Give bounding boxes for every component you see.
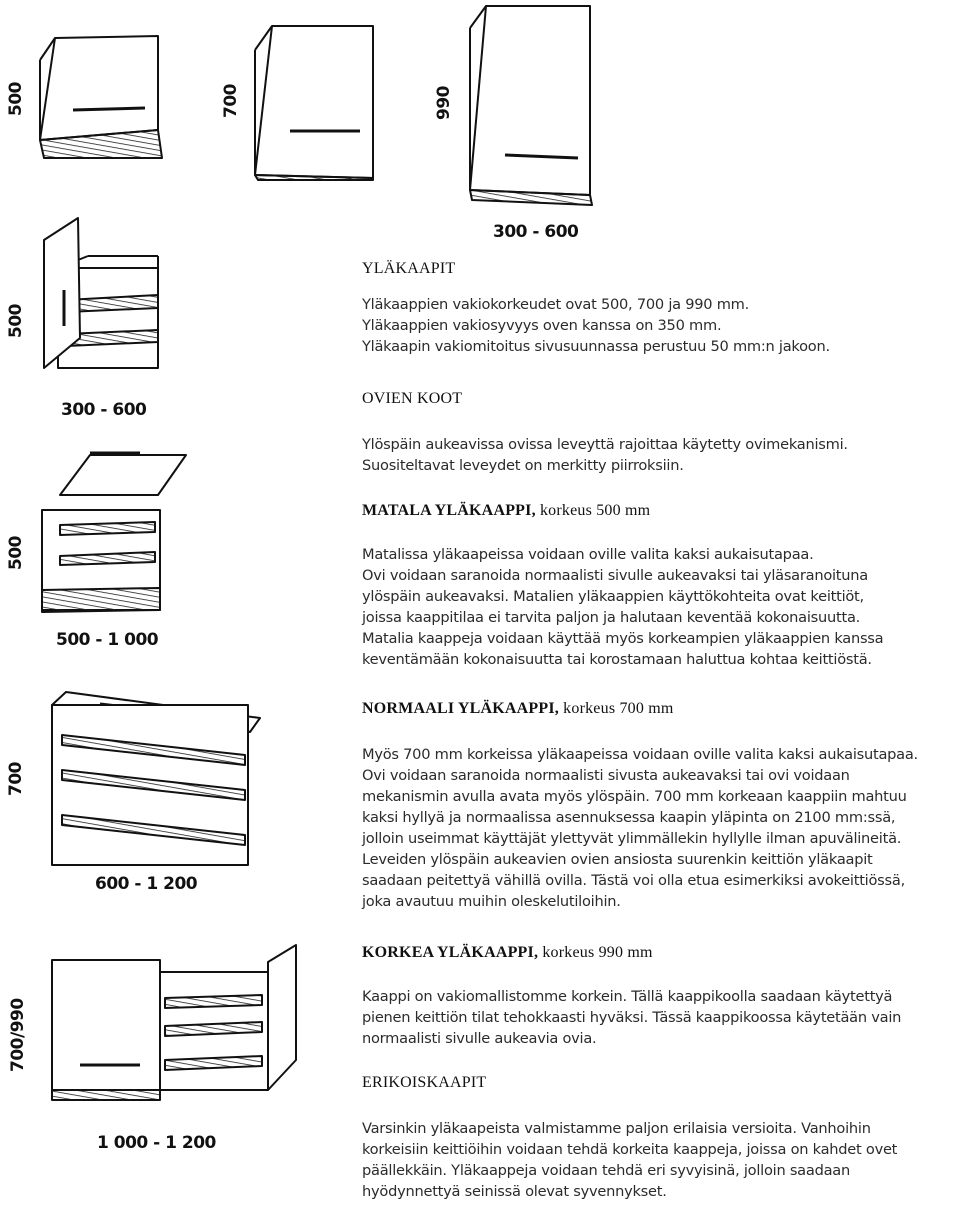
dim-width-500-1000: 500 - 1 000 — [56, 630, 159, 650]
text-line: Myös 700 mm korkeissa yläkaapeissa voidaan oville valita kaksi aukaisutapaa. — [362, 746, 918, 763]
heading-korkea — [362, 944, 653, 962]
text-line: Yläkaappien vakiosyvyys oven kanssa on 350 mm. — [362, 317, 722, 334]
paragraph-matala — [362, 544, 958, 670]
dim-height-700-top: 700 — [221, 84, 241, 118]
dim-width-1000-1200: 1 000 - 1 200 — [97, 1133, 216, 1153]
text-line: saadaan peitettyä vähillä ovilla. Tästä voi olla etua esimerkiksi avokeittiössä, — [362, 872, 905, 889]
cabinet-700-990-double-door — [52, 945, 296, 1100]
text-line: Yläkaappien vakiokorkeudet ovat 500, 700 ja 990 mm. — [362, 296, 750, 313]
text-line: joka avautuu muihin oleskelutiloihin. — [362, 893, 621, 910]
heading-korkea-bold: KORKEA YLÄKAAPPI, — [362, 944, 539, 961]
paragraph-erikois — [362, 1118, 958, 1202]
cabinet-500-closed — [40, 36, 162, 158]
heading-matala — [362, 502, 650, 520]
text-line: Leveiden ylöspäin aukeavien ovien ansiosta suurenkin keittiön yläkaapit — [362, 851, 873, 868]
heading-matala-rest: korkeus 500 mm — [535, 502, 651, 519]
paragraph-ovien-koot — [362, 434, 958, 476]
text-line: mekanismin avulla avata myös ylöspäin. 700 mm korkeaan kaappiin mahtuu — [362, 788, 907, 805]
text-line: keventämään kokonaisuutta tai korostamaan haluttua kohtaa keittiöstä. — [362, 651, 872, 668]
text-line: Kaappi on vakiomallistomme korkein. Tällä kaappikoolla saadaan käytettyä — [362, 988, 893, 1005]
text-line: joissa kaappitilaa ei tarvita paljon ja halutaan keventää kokonaisuutta. — [362, 609, 861, 626]
heading-normaali — [362, 700, 674, 718]
paragraph-ylakaapit — [362, 294, 958, 357]
text-line: Ylöspäin aukeavissa ovissa leveyttä rajoittaa käytetty ovimekanismi. — [362, 436, 848, 453]
dim-width-300-600-a: 300 - 600 — [493, 222, 579, 242]
cabinet-500-lift-open — [42, 453, 186, 612]
paragraph-normaali — [362, 744, 958, 912]
dim-width-600-1200: 600 - 1 200 — [95, 874, 198, 894]
text-line: jolloin useimmat käyttäjät ylettyvät ylimmällekin hyllylle ilman apuvälineitä. — [362, 830, 902, 847]
paragraph-korkea — [362, 986, 958, 1049]
dim-height-990-top: 990 — [434, 86, 454, 120]
dim-height-700-990: 700/990 — [8, 998, 28, 1072]
cabinet-700-closed — [255, 26, 373, 180]
dim-width-300-600-b: 300 - 600 — [61, 400, 147, 420]
heading-normaali-rest: korkeus 700 mm — [558, 700, 674, 717]
heading-ylakaapit: YLÄKAAPIT — [362, 260, 456, 277]
cabinet-700-lift-open — [52, 692, 260, 865]
text-line: kaksi hyllyä ja normaalissa asennuksessa kaapin yläpinta on 2100 mm:ssä, — [362, 809, 896, 826]
dim-height-500-low: 500 — [6, 536, 26, 570]
text-line: Matalissa yläkaapeissa voidaan oville valita kaksi aukaisutapaa. — [362, 546, 814, 563]
cabinet-990-closed — [470, 6, 592, 205]
dim-height-500-mid: 500 — [6, 304, 26, 338]
text-line: normaalisti sivulle aukeavia ovia. — [362, 1030, 597, 1047]
text-line: päällekkäin. Yläkaappeja voidaan tehdä eri syvyisinä, jolloin saadaan — [362, 1162, 850, 1179]
dim-height-500-top: 500 — [6, 82, 26, 116]
dim-height-700-low: 700 — [6, 762, 26, 796]
text-line: Varsinkin yläkaapeista valmistamme paljon erilaisia versioita. Vanhoihin — [362, 1120, 871, 1137]
heading-normaali-bold: NORMAALI YLÄKAAPPI, — [362, 700, 559, 717]
heading-ovien-koot: OVIEN KOOT — [362, 390, 463, 407]
cabinet-500-side-open — [44, 218, 158, 368]
heading-korkea-rest: korkeus 990 mm — [538, 944, 653, 961]
heading-matala-bold: MATALA YLÄKAAPPI, — [362, 502, 536, 519]
text-line: pienen keittiön tilat tehokkaasti hyväksi. Tässä kaappikoossa käytetään vain — [362, 1009, 902, 1026]
text-line: Yläkaapin vakiomitoitus sivusuunnassa perustuu 50 mm:n jakoon. — [362, 338, 830, 355]
text-line: hyödynnettyä seinissä olevat syvennykset. — [362, 1183, 667, 1200]
text-line: Suositeltavat leveydet on merkitty piirroksiin. — [362, 457, 684, 474]
heading-erikois: ERIKOISKAAPIT — [362, 1074, 487, 1091]
text-line: Ovi voidaan saranoida normaalisti sivusta aukeavaksi tai ovi voidaan — [362, 767, 850, 784]
text-line: korkeisiin keittiöihin voidaan tehdä korkeita kaappeja, joissa on kahdet ovet — [362, 1141, 898, 1158]
text-line: Matalia kaappeja voidaan käyttää myös korkeampien yläkaappien kanssa — [362, 630, 884, 647]
text-line: ylöspäin aukeavaksi. Matalien yläkaappien käyttökohteita ovat keittiöt, — [362, 588, 864, 605]
text-line: Ovi voidaan saranoida normaalisti sivulle aukeavaksi tai yläsaranoituna — [362, 567, 868, 584]
